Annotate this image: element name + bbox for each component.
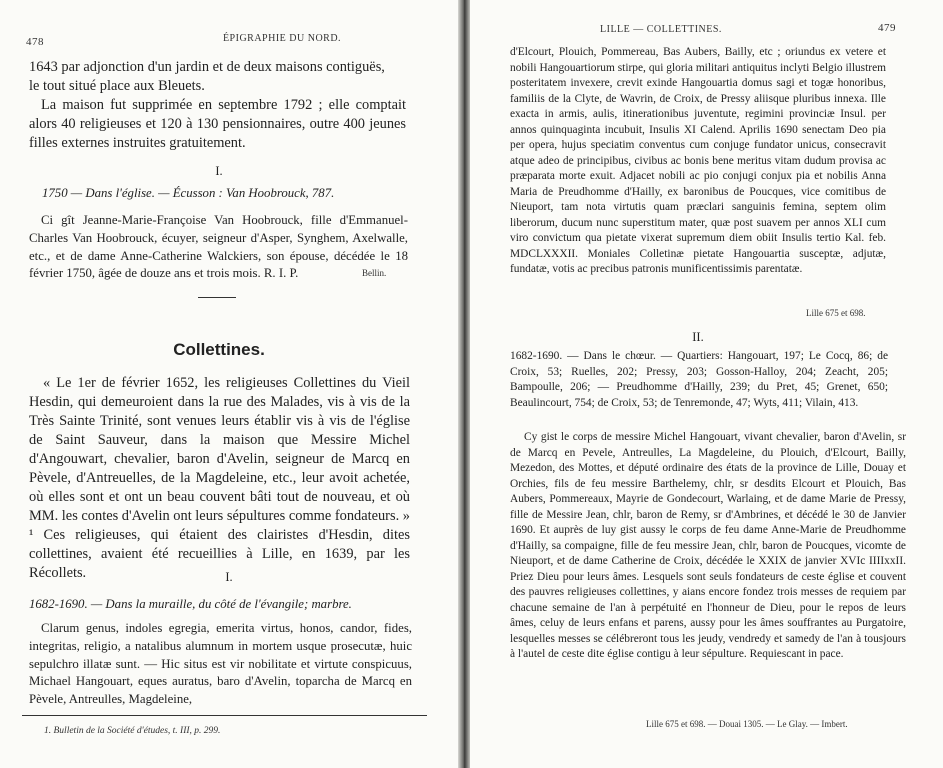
section-title-collettines: Collettines.	[173, 340, 265, 359]
intro-line-2: le tout situé place aux Bleuets.	[29, 78, 205, 94]
intro-line-1: 1643 par adjonction d'un jardin et de deux maisons contiguës,	[29, 59, 385, 75]
entry2-header: 1682-1690. — Dans la muraille, du côté de l'évangile; marbre.	[29, 597, 352, 611]
entry3-text: Cy gist le corps de messire Michel Hangouart, vivant chevalier, baron d'Avelin, sr de Marcq en Pevele, Antreulles, La Magdeleine, du Plouich, d'Elcourt, Bailly, Mezedon, des Mottes, et député ordinaire des états de la province de Lille, Douay et Orchies, fils de feu messire Barthelemy, chlr, sr desdits Elcourt et Plouich, Bas Aubers, Pommereaux, Mayrie de Gondecourt, Warlaing, et de dame Marie de Pressy, fille de Messire Jean, chlr, baron de Remy, sr d'Ambrines, et décédé le 30 de Janvier 1690. Et auprès de luy gist aussy le corps de feu dame Anne-Marie de Preudhomme d'Hailly, sa compaigne, fille de feu messire Jean, chlr, baron de Poucques, vicomte de Nieuport, et de dame Catherine de Croix, décédée le XXIX de janvier XVIc IIIIxxII. Priez Dieu pour leurs âmes. Lesquels sont seuls fondateurs de ceste église et couvent des pauvres religieuses collettines, y aians encore fondez trois messes de requiem par chacune semaine de l'an à perpétuité en l'honneur de Dieu, pour le repos de leurs âmes, celuy de leurs enfans et parens, aussy pour les âmes souffrantes au Purgatoire, lesquelles messes se célébreront tous les jeudy, vendredy et samedy de l'an à tousjours à l'autel de ceste dite église contigu à leur sépulture. Requiescant in pace.	[510, 431, 906, 660]
collettines-paragraph: « Le 1er de février 1652, les religieuses Collettines du Vieil Hesdin, qui demeuroient dans la rue des Malades, vis à vis de la Très Sainte Trinité, sont venues leurs établir vis à vis de l'église de Saint Sauveur, dans la maison que Messire Michel d'Angouwart, chevalier, baron d'Avelin, seigneur de Marcq en Pèvele, d'Antreuelles, de la Magdeleine, etc., leur avoit achetée, où elles sont et ont un beau couvent bâti tout de nouveau, et où MM. les contes d'Avelin ont leurs sépultures comme fondateurs. » ¹ Ces religieuses, qui étaient des clairistes d'Hesdin, dites collettines, avaient été recueillies à Lille, en 1639, par les Récollets.	[29, 375, 410, 581]
maison-paragraph: La maison fut supprimée en septembre 1792 ; elle comptait alors 40 religieuses et 120 à 130 pensionnaires, outre 400 jeunes filles externes instruites gratuitement.	[29, 97, 406, 151]
footnote-rule	[22, 715, 427, 716]
entry2-text: Clarum genus, indoles egregia, emerita virtus, honos, candor, fides, integritas, religio, a natalibus alumnum in mortem usque prosecutæ, huic sepulchro illatæ sunt. — Hic situs est vir nobilitate et virtute conspicuus, Michael Hangouart, eques auratus, baro d'Avelin, toparcha de Marcq en Pèvele, Antreulles, Magdeleine,	[29, 621, 412, 707]
book-gutter	[458, 0, 470, 768]
right-running-head: LILLE — COLLETTINES.	[600, 24, 722, 35]
section-ii-numeral: II.	[692, 330, 704, 344]
left-page-number: 478	[26, 36, 44, 48]
entry3-header: 1682-1690. — Dans le chœur. — Quartiers: Hangouart, 197; Le Cocq, 86; de Croix, 53; Ruelles, 202; Pressy, 203; Gosson-Halloy, 204; Zeacht, 205; Bampoulle, 206; — Preudhomme d'Hailly, 239; du Pret, 45; Grenet, 650; Beaulincourt, 754; de Croix, 53; de Tenremonde, 47; Wyts, 411; Vilain, 413.	[510, 350, 888, 409]
right-page	[470, 0, 943, 768]
latin-reference: Lille 675 et 698.	[806, 308, 866, 318]
latin-paragraph: d'Elcourt, Plouich, Pommereau, Bas Aubers, Bailly, etc ; oriundus ex vetere et nobili Hangouartiorum stirpe, qui gloria militari antiquitus inclyti Belgio illustrem posteritatem invexere, crevit exinde Hangouartia domus sagi et togæ honoribus, familiis de la Clyte, de Wavrin, de Croix, de Pressy aliisque pluribus innexa. Ille exacta in armis, aulis, itinerationibus juventute, regimini provinciæ Insul. per annos quinquaginta incubuit, Insulis XI Calend. Aprilis 1690 senectam Deo pia per opera, hujus speciatim conventus cum conjuge fundator unicus, consecravit atque adeo de principibus, civibus ac bonis bene meritus vitam dudum provisa ac præparata morte exuit. Adjacet nobili ac pio conjugi conjux pia et nobilis Anna Maria de Preudhomme d'Hailly, ex baronibus de Poucques, vice comitibus de Nieuport, tam nota virtutis quam præclari sanguinis femina, septem olim liberorum, ducum nunc superstitum mater, quæ post suavem per annos XLI cum viro convictum qua pietate vixerat supremum diem obiit Insulis tertio Kal. feb. MDCLXXXII. Moniales Colletinæ pietate Hangouartia susceptæ, adjutæ, fundatæ, votis ac precibus patronis munificentissimis parentatæ.	[510, 46, 886, 275]
section-i-numeral-2: I.	[225, 570, 233, 584]
footnote: 1. Bulletin de la Société d'études, t. III, p. 299.	[44, 726, 221, 736]
section-i-numeral: I.	[215, 164, 223, 178]
left-running-head: ÉPIGRAPHIE DU NORD.	[222, 33, 342, 44]
entry1-text: Ci gît Jeanne-Marie-Françoise Van Hoobrouck, fille d'Emmanuel-Charles Van Hoobrouck, écuyer, seigneur d'Asper, Synghem, Axelwalle, etc., et de dame Anne-Catherine Walckiers, son épouse, décédée le 18 février 1750, âgée de douze ans et trois mois. R. I. P.	[29, 213, 408, 281]
left-page	[0, 0, 458, 768]
right-page-number: 479	[878, 22, 896, 34]
section-divider	[198, 297, 236, 298]
entry1-reference: Bellin.	[362, 268, 387, 278]
entry1-header: 1750 — Dans l'église. — Écusson : Van Hoobrouck, 787.	[42, 186, 335, 200]
entry3-reference: Lille 675 et 698. — Douai 1305. — Le Glay. — Imbert.	[646, 719, 848, 729]
